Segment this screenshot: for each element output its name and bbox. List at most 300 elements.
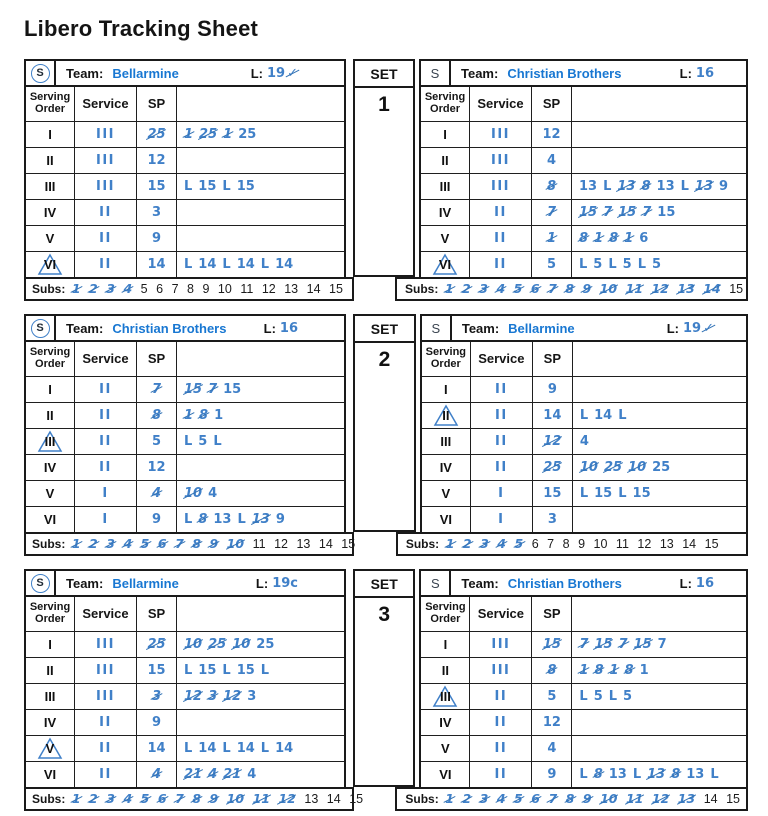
- col-track: [571, 597, 746, 631]
- service-tallies: III: [74, 683, 136, 709]
- struck-mark: 9: [582, 790, 592, 806]
- service-tallies: III: [74, 121, 136, 147]
- col-sp: SP: [531, 597, 571, 631]
- track-cell: [176, 225, 344, 251]
- struck-mark: 7: [603, 205, 613, 220]
- service-tallies: II: [74, 199, 136, 225]
- pen-mark: 14: [198, 257, 217, 272]
- struck-mark: 7: [579, 637, 589, 652]
- struck-mark: ✓: [287, 65, 298, 81]
- service-tallies: II: [469, 761, 531, 787]
- col-track: [571, 87, 746, 121]
- pen-mark: 14: [236, 257, 255, 272]
- pen-mark: L: [184, 663, 193, 678]
- row-order: [26, 199, 74, 225]
- libero-label: L:: [263, 320, 276, 336]
- struck-mark: 4: [151, 767, 162, 782]
- pen-mark: 9: [719, 179, 729, 194]
- sp-value: [531, 709, 571, 735]
- libero-label: L:: [679, 575, 692, 591]
- service-tallies: II: [470, 428, 532, 454]
- struck-mark: 7: [548, 790, 558, 806]
- set-label: SET: [355, 316, 414, 343]
- track-cell: [176, 199, 344, 225]
- sp-value: [136, 428, 176, 454]
- pen-mark: 15: [543, 486, 562, 501]
- pen-mark: 14: [543, 408, 562, 423]
- team-table: [24, 59, 346, 301]
- pen-mark: 19c: [272, 575, 298, 591]
- pen-mark: 13: [608, 767, 627, 782]
- order-label: Order: [35, 358, 65, 370]
- pen-mark: 12: [147, 460, 166, 475]
- pen-mark: 15: [236, 179, 255, 194]
- struck-mark: 6: [157, 535, 167, 551]
- struck-mark: 3: [106, 280, 115, 296]
- pen-mark: 15: [147, 663, 166, 678]
- struck-mark: 21: [223, 767, 242, 782]
- order-numeral: II: [442, 408, 450, 423]
- track-cell: [176, 251, 344, 277]
- pen-mark: L: [608, 689, 618, 704]
- server-cell: [26, 61, 56, 85]
- order-numeral: I: [443, 637, 448, 652]
- pen-mark: 13: [686, 767, 705, 782]
- libero-info: [667, 321, 714, 336]
- team-table: [405, 314, 748, 556]
- pen-mark: 25: [256, 637, 275, 652]
- sp-value: [531, 225, 571, 251]
- pen-mark: 19: [683, 320, 702, 336]
- struck-mark: 3: [151, 689, 162, 704]
- struck-mark: 6: [157, 790, 167, 806]
- track-cell: [571, 147, 746, 173]
- row-order: [26, 506, 74, 532]
- s-letter: S: [431, 320, 441, 336]
- struck-mark: 4: [496, 280, 506, 296]
- track-cell: [176, 735, 344, 761]
- order-numeral: I: [48, 127, 52, 142]
- struck-mark: 8: [546, 179, 557, 194]
- libero-info: [251, 66, 298, 81]
- pen-mark: 15: [236, 663, 255, 678]
- team-header: [419, 59, 748, 87]
- service-tallies: I: [74, 480, 136, 506]
- struck-mark: 8: [547, 663, 557, 678]
- pen-mark: 12: [274, 536, 288, 551]
- service-tallies: II: [469, 709, 531, 735]
- col-sp: SP: [532, 342, 572, 376]
- order-numeral: II: [46, 663, 54, 678]
- col-service: Service: [74, 87, 136, 121]
- pen-mark: 6: [531, 536, 539, 551]
- subs-row: [24, 277, 354, 301]
- s-letter: S: [431, 575, 440, 591]
- track-cell: [176, 147, 344, 173]
- pen-mark: 9: [202, 281, 210, 296]
- track-cell: [571, 735, 746, 761]
- pen-mark: L: [579, 257, 588, 272]
- team-label: Team:: [66, 320, 104, 336]
- struck-mark: 25: [199, 127, 218, 142]
- col-service: Service: [74, 342, 136, 376]
- service-tallies: III: [469, 121, 531, 147]
- struck-mark: 14: [703, 280, 721, 296]
- struck-mark: 5: [514, 535, 524, 551]
- row-order: [26, 121, 74, 147]
- service-tallies: I: [470, 506, 532, 532]
- row-order: [421, 199, 469, 225]
- libero-info: [680, 576, 714, 591]
- subs-label: Subs:: [32, 537, 66, 551]
- pen-mark: 14: [147, 741, 166, 756]
- pen-mark: 10: [593, 536, 608, 551]
- struck-mark: 15: [594, 637, 613, 652]
- pen-mark: 5: [622, 257, 632, 272]
- pen-mark: 7: [547, 536, 555, 551]
- sp-value: [531, 631, 571, 657]
- row-order: [421, 631, 469, 657]
- sp-value: [531, 121, 571, 147]
- sp-value: [531, 683, 571, 709]
- service-tallies: II: [74, 735, 136, 761]
- row-order: [421, 709, 469, 735]
- subs-row: [24, 787, 364, 811]
- pen-mark: 7: [657, 637, 667, 652]
- row-order: [421, 147, 469, 173]
- struck-mark: 8: [198, 512, 208, 527]
- pen-mark: L: [632, 767, 642, 782]
- struck-mark: 4: [123, 280, 133, 296]
- struck-mark: 8: [594, 663, 604, 678]
- track-cell: [571, 173, 746, 199]
- struck-mark: 4: [496, 790, 506, 806]
- pen-mark: 19: [267, 65, 286, 81]
- order-numeral: I: [48, 637, 52, 652]
- sp-value: [532, 402, 572, 428]
- s-circle-icon: [31, 574, 50, 593]
- struck-mark: 10: [600, 790, 618, 806]
- struck-mark: 7: [548, 280, 557, 296]
- set-block: [24, 314, 748, 556]
- col-service: Service: [74, 597, 136, 631]
- struck-mark: 10: [599, 280, 618, 296]
- subs-row: [396, 532, 748, 556]
- pen-mark: 11: [252, 536, 266, 551]
- pen-mark: L: [184, 741, 193, 756]
- struck-mark: 7: [175, 790, 184, 806]
- row-order: [421, 121, 469, 147]
- pen-mark: 13: [284, 281, 299, 296]
- pen-mark: 11: [240, 281, 254, 296]
- row-order: [26, 631, 74, 657]
- pen-mark: 5: [593, 257, 603, 272]
- sp-value: [532, 506, 572, 532]
- row-order: [26, 683, 74, 709]
- serving-grid: [419, 87, 748, 277]
- pen-mark: 9: [151, 512, 162, 527]
- col-serving-order: [26, 342, 74, 376]
- struck-mark: 10: [628, 460, 647, 475]
- track-cell: [571, 199, 746, 225]
- service-tallies: I: [470, 480, 532, 506]
- row-order: [422, 402, 470, 428]
- pen-mark: 15: [147, 179, 166, 194]
- pen-mark: 8: [562, 536, 570, 551]
- service-tallies: II: [74, 709, 136, 735]
- pen-mark: L: [618, 486, 627, 501]
- service-tallies: II: [74, 251, 136, 277]
- pen-mark: 4: [247, 767, 257, 782]
- track-cell: [572, 454, 746, 480]
- pen-mark: 13: [304, 791, 319, 806]
- struck-mark: 8: [565, 790, 575, 806]
- struck-mark: 3: [208, 689, 218, 704]
- struck-mark: 8: [151, 408, 162, 423]
- service-tallies: III: [74, 173, 136, 199]
- track-cell: [572, 480, 746, 506]
- order-numeral: V: [441, 741, 450, 756]
- serving-grid: [24, 597, 346, 787]
- pen-mark: 12: [542, 715, 561, 730]
- track-cell: [176, 761, 344, 787]
- order-numeral: I: [444, 382, 448, 397]
- row-order: [421, 173, 469, 199]
- struck-mark: 8: [192, 535, 201, 551]
- struck-mark: 15: [579, 205, 598, 220]
- row-order: [26, 709, 74, 735]
- service-tallies: II: [469, 251, 531, 277]
- struck-mark: 8: [641, 179, 651, 194]
- pen-mark: 15: [198, 663, 217, 678]
- struck-mark: 1: [609, 663, 619, 678]
- service-tallies: II: [74, 454, 136, 480]
- set-block: [24, 59, 748, 301]
- struck-mark: 12: [184, 689, 203, 704]
- track-cell: [571, 709, 746, 735]
- struck-mark: 9: [582, 280, 592, 296]
- pen-mark: 15: [223, 382, 242, 397]
- set-label: SET: [355, 571, 413, 598]
- serving-label: Serving: [29, 91, 71, 104]
- set-label: SET: [355, 61, 413, 88]
- serving-label: Serving: [425, 346, 467, 359]
- service-tallies: II: [469, 225, 531, 251]
- order-numeral: II: [46, 408, 54, 423]
- team-label: Team:: [461, 320, 500, 336]
- order-numeral: III: [44, 689, 56, 704]
- row-order: [26, 735, 74, 761]
- struck-mark: 8: [593, 767, 603, 782]
- struck-mark: 1: [579, 663, 589, 678]
- row-order: [421, 761, 469, 787]
- serving-grid: [420, 342, 748, 532]
- sp-value: [136, 657, 176, 683]
- order-label: Order: [430, 358, 461, 370]
- struck-mark: 15: [542, 637, 561, 652]
- libero-label: L:: [250, 65, 263, 81]
- team-header: [419, 569, 748, 597]
- team-table: [24, 314, 356, 556]
- row-order: [26, 173, 74, 199]
- pen-mark: 13: [296, 536, 311, 551]
- track-cell: [571, 251, 746, 277]
- pen-mark: L: [608, 257, 617, 272]
- pen-mark: L: [184, 434, 193, 449]
- sp-value: [532, 428, 572, 454]
- sp-value: [136, 199, 176, 225]
- row-order: [421, 657, 469, 683]
- col-service: Service: [469, 87, 531, 121]
- pen-mark: L: [213, 434, 222, 449]
- track-cell: [176, 428, 344, 454]
- track-cell: [176, 631, 344, 657]
- struck-mark: 3: [480, 535, 489, 551]
- struck-mark: 1: [71, 535, 81, 551]
- struck-mark: 3: [479, 790, 489, 806]
- pen-mark: 13: [656, 179, 675, 194]
- sp-value: [531, 251, 571, 277]
- struck-mark: ✓: [703, 320, 714, 336]
- order-numeral: VI: [43, 512, 57, 527]
- set-number: 2: [378, 348, 391, 371]
- col-track: [176, 597, 344, 631]
- pen-mark: L: [579, 408, 589, 423]
- pen-mark: 16: [279, 320, 298, 336]
- struck-mark: 5: [140, 535, 150, 551]
- serving-label: Serving: [425, 601, 466, 614]
- sp-value: [531, 735, 571, 761]
- struck-mark: 9: [209, 790, 219, 806]
- struck-mark: 25: [603, 460, 623, 475]
- pen-mark: 12: [542, 127, 561, 142]
- service-tallies: II: [470, 402, 532, 428]
- pen-mark: L: [579, 767, 588, 782]
- struck-mark: 13: [694, 179, 714, 194]
- struck-mark: 7: [546, 205, 557, 220]
- struck-mark: 15: [618, 205, 637, 220]
- subs-row: [395, 787, 748, 811]
- struck-mark: 8: [624, 663, 634, 678]
- libero-label: L:: [255, 575, 269, 591]
- struck-mark: 8: [192, 790, 201, 806]
- struck-mark: 1: [594, 231, 604, 246]
- track-cell: [571, 631, 746, 657]
- struck-mark: 1: [546, 231, 557, 246]
- struck-mark: 2: [89, 790, 98, 806]
- pen-mark: 1: [639, 663, 649, 678]
- struck-mark: 2: [89, 280, 98, 296]
- struck-mark: 1: [624, 231, 634, 246]
- service-tallies: II: [74, 376, 136, 402]
- pen-mark: 14: [318, 536, 333, 551]
- sp-value: [136, 147, 176, 173]
- row-order: [421, 225, 469, 251]
- pen-mark: 6: [156, 281, 164, 296]
- row-order: [422, 480, 470, 506]
- s-circle-icon: [31, 64, 50, 83]
- col-track: [572, 342, 746, 376]
- row-order: [26, 480, 74, 506]
- pen-mark: 14: [275, 741, 294, 756]
- team-info: [451, 571, 746, 595]
- pen-mark: 14: [682, 536, 697, 551]
- service-tallies: III: [74, 631, 136, 657]
- set-indicator: [353, 314, 416, 532]
- pen-mark: L: [222, 663, 231, 678]
- col-serving-order: [421, 87, 469, 121]
- sp-value: [531, 199, 571, 225]
- pen-mark: 13: [213, 512, 232, 527]
- pen-mark: 5: [623, 689, 633, 704]
- pen-mark: 9: [151, 231, 162, 246]
- struck-mark: 10: [184, 486, 203, 501]
- team-name: Christian Brothers: [507, 65, 622, 81]
- pen-mark: 15: [349, 791, 364, 806]
- order-numeral: IV: [439, 460, 452, 475]
- sp-value: [531, 761, 571, 787]
- track-cell: [176, 402, 344, 428]
- pen-mark: 1: [214, 408, 224, 423]
- struck-mark: 4: [123, 535, 133, 551]
- pen-mark: L: [260, 741, 270, 756]
- struck-mark: 13: [647, 767, 666, 782]
- row-order: [422, 376, 470, 402]
- struck-mark: 4: [497, 535, 506, 551]
- team-header: [24, 59, 346, 87]
- pen-mark: 14: [703, 791, 718, 806]
- libero-value: [696, 577, 714, 590]
- sp-value: [136, 173, 176, 199]
- pen-mark: 9: [151, 715, 162, 730]
- pen-mark: 9: [547, 767, 557, 782]
- pen-mark: 3: [247, 689, 257, 704]
- row-order: [422, 454, 470, 480]
- pen-mark: 15: [729, 281, 744, 296]
- order-numeral: VI: [439, 767, 452, 782]
- service-tallies: I: [74, 506, 136, 532]
- col-serving-order: [421, 597, 469, 631]
- order-label: Order: [430, 103, 460, 115]
- subs-label: Subs:: [32, 282, 66, 296]
- pen-mark: 14: [326, 791, 341, 806]
- pen-mark: 11: [615, 536, 629, 551]
- libero-info: [680, 66, 714, 81]
- pen-mark: 4: [546, 153, 557, 168]
- struck-mark: 12: [278, 790, 296, 806]
- team-table: [405, 59, 748, 301]
- pen-mark: 5: [546, 257, 557, 272]
- pen-mark: L: [260, 257, 270, 272]
- libero-info: [256, 576, 298, 591]
- server-cell: [421, 61, 451, 85]
- service-tallies: II: [469, 683, 531, 709]
- pen-mark: 3: [547, 512, 557, 527]
- sp-value: [531, 147, 571, 173]
- server-cell: [422, 316, 452, 340]
- team-label: Team:: [66, 65, 104, 81]
- row-order: [26, 251, 74, 277]
- set-number: 1: [378, 93, 390, 116]
- struck-mark: 1: [223, 127, 233, 142]
- service-tallies: III: [469, 657, 531, 683]
- order-numeral: V: [45, 486, 55, 501]
- struck-mark: 3: [479, 280, 488, 296]
- pen-mark: 15: [341, 536, 356, 551]
- struck-mark: 12: [223, 689, 242, 704]
- order-numeral: VI: [43, 257, 57, 272]
- row-order: [26, 376, 74, 402]
